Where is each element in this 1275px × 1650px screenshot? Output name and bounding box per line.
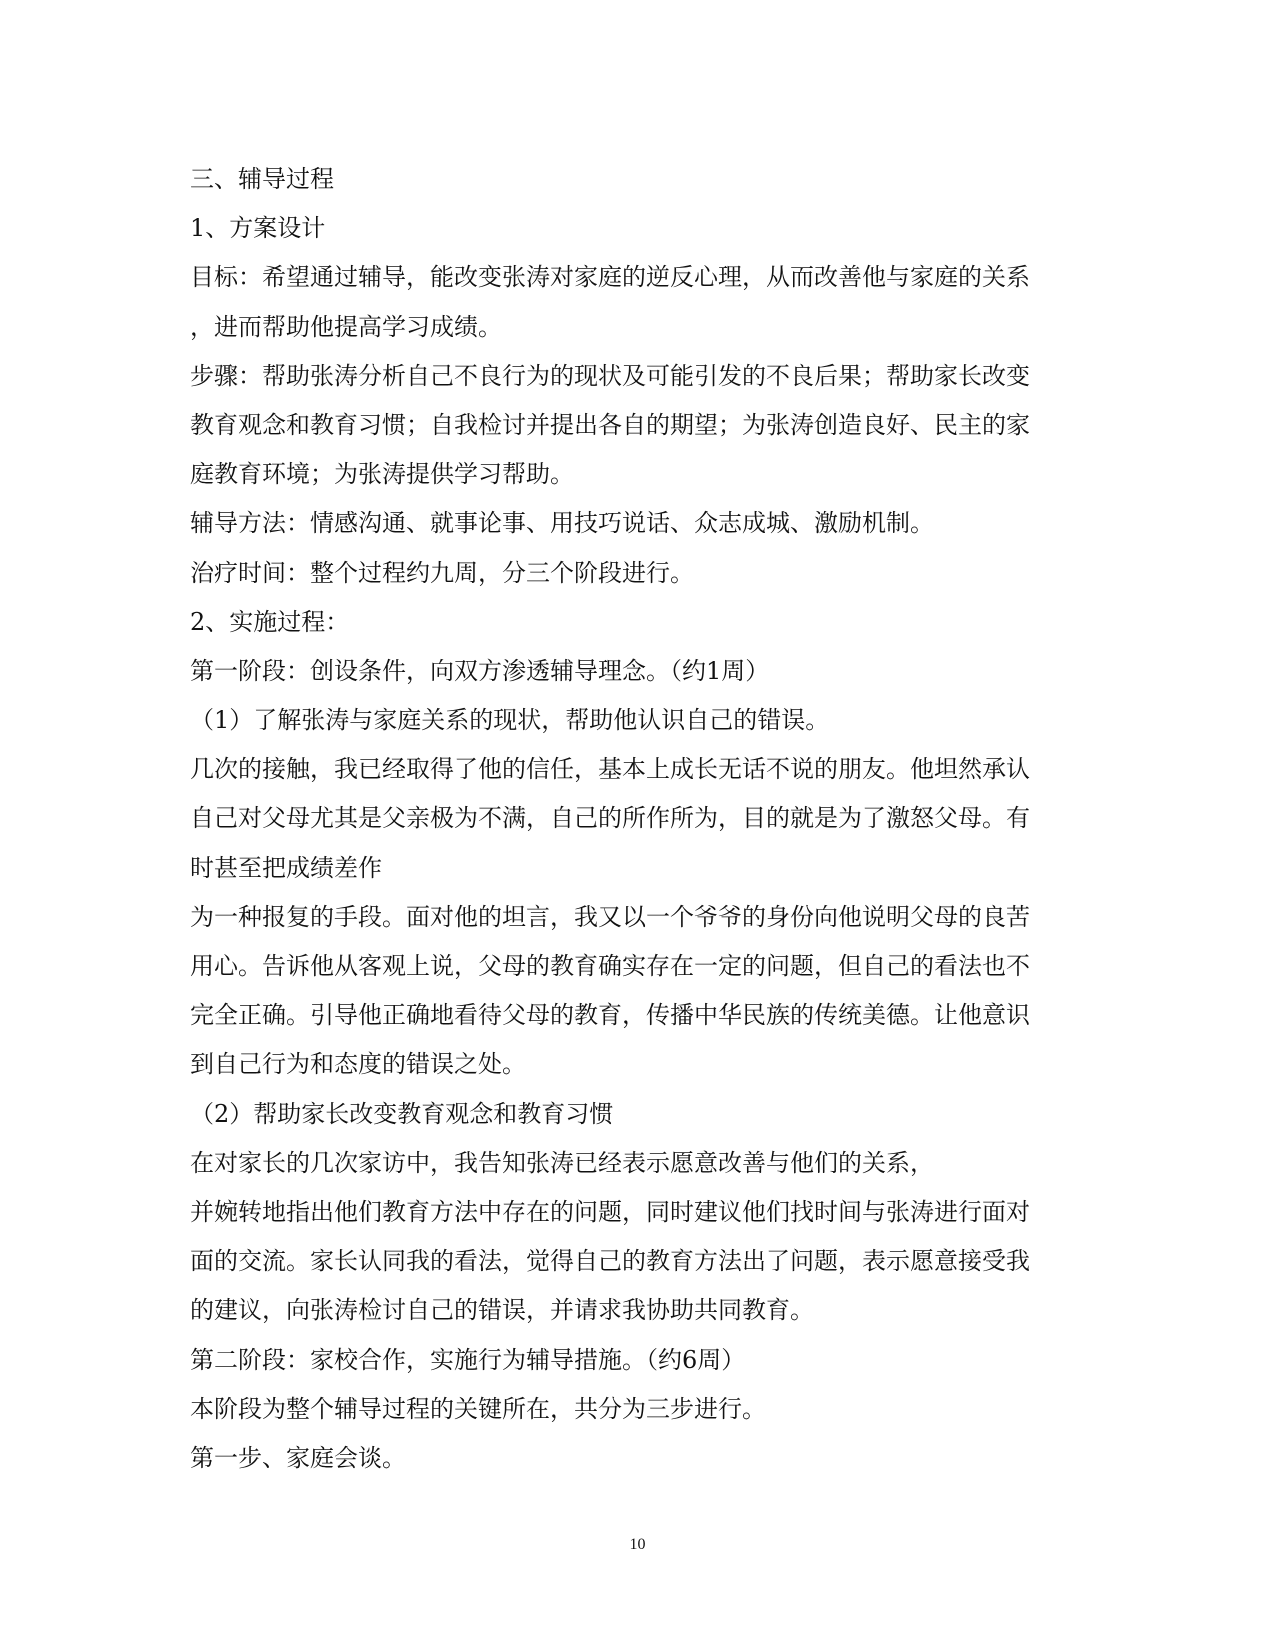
text-line: 几次的接触，我已经取得了他的信任，基本上成长无话不说的朋友。他坦然承认 xyxy=(190,755,1030,784)
page-number: 10 xyxy=(629,1536,646,1553)
body-text xyxy=(190,155,1080,1483)
text-line: ，进而帮助他提高学习成绩。 xyxy=(190,312,502,341)
text-line: 在对家长的几次家访中，我告知张涛已经表示愿意改善与他们的关系， xyxy=(190,1148,934,1177)
text-line: 第一步、家庭会谈。 xyxy=(190,1443,406,1472)
stage-heading: 第二阶段：家校合作，实施行为辅导措施。（约6周） xyxy=(190,1345,746,1374)
text-line: 本阶段为整个辅导过程的关键所在，共分为三步进行。 xyxy=(190,1394,766,1423)
text-line: 时甚至把成绩差作 xyxy=(190,853,382,882)
text-line: 到自己行为和态度的错误之处。 xyxy=(190,1050,526,1079)
text-line: 庭教育环境；为张涛提供学习帮助。 xyxy=(190,460,574,489)
text-line: （2）帮助家长改变教育观念和教育习惯 xyxy=(190,1099,614,1128)
section-heading: 三、辅导过程 xyxy=(190,165,334,193)
text-line: 目标：希望通过辅导，能改变张涛对家庭的逆反心理，从而改善他与家庭的关系 xyxy=(190,263,1030,292)
subsection-heading: 1、方案设计 xyxy=(190,214,326,243)
text-line: 并婉转地指出他们教育方法中存在的问题，同时建议他们找时间与张涛进行面对 xyxy=(190,1197,1030,1226)
text-line: （1）了解张涛与家庭关系的现状，帮助他认识自己的错误。 xyxy=(190,706,830,735)
text-line: 完全正确。引导他正确地看待父母的教育，传播中华民族的传统美德。让他意识 xyxy=(190,1001,1030,1030)
text-line: 治疗时间：整个过程约九周，分三个阶段进行。 xyxy=(190,558,694,587)
text-line: 步骤：帮助张涛分析自己不良行为的现状及可能引发的不良后果；帮助家长改变 xyxy=(190,361,1030,390)
text-line: 的建议，向张涛检讨自己的错误，并请求我协助共同教育。 xyxy=(190,1296,814,1325)
stage-heading: 第一阶段：创设条件，向双方渗透辅导理念。（约1周） xyxy=(190,656,770,685)
text-line: 教育观念和教育习惯；自我检讨并提出各自的期望；为张涛创造良好、民主的家 xyxy=(190,410,1030,439)
subsection-heading: 2、实施过程： xyxy=(190,607,350,636)
text-line: 用心。告诉他从客观上说，父母的教育确实存在一定的问题，但自己的看法也不 xyxy=(190,952,1030,980)
text-line: 自己对父母尤其是父亲极为不满，自己的所作所为，目的就是为了激怒父母。有 xyxy=(190,804,1030,833)
text-line: 辅导方法：情感沟通、就事论事、用技巧说话、众志成城、激励机制。 xyxy=(190,509,934,538)
text-line: 面的交流。家长认同我的看法，觉得自己的教育方法出了问题，表示愿意接受我 xyxy=(190,1247,1030,1276)
text-line: 为一种报复的手段。面对他的坦言，我又以一个爷爷的身份向他说明父母的良苦 xyxy=(190,902,1030,931)
